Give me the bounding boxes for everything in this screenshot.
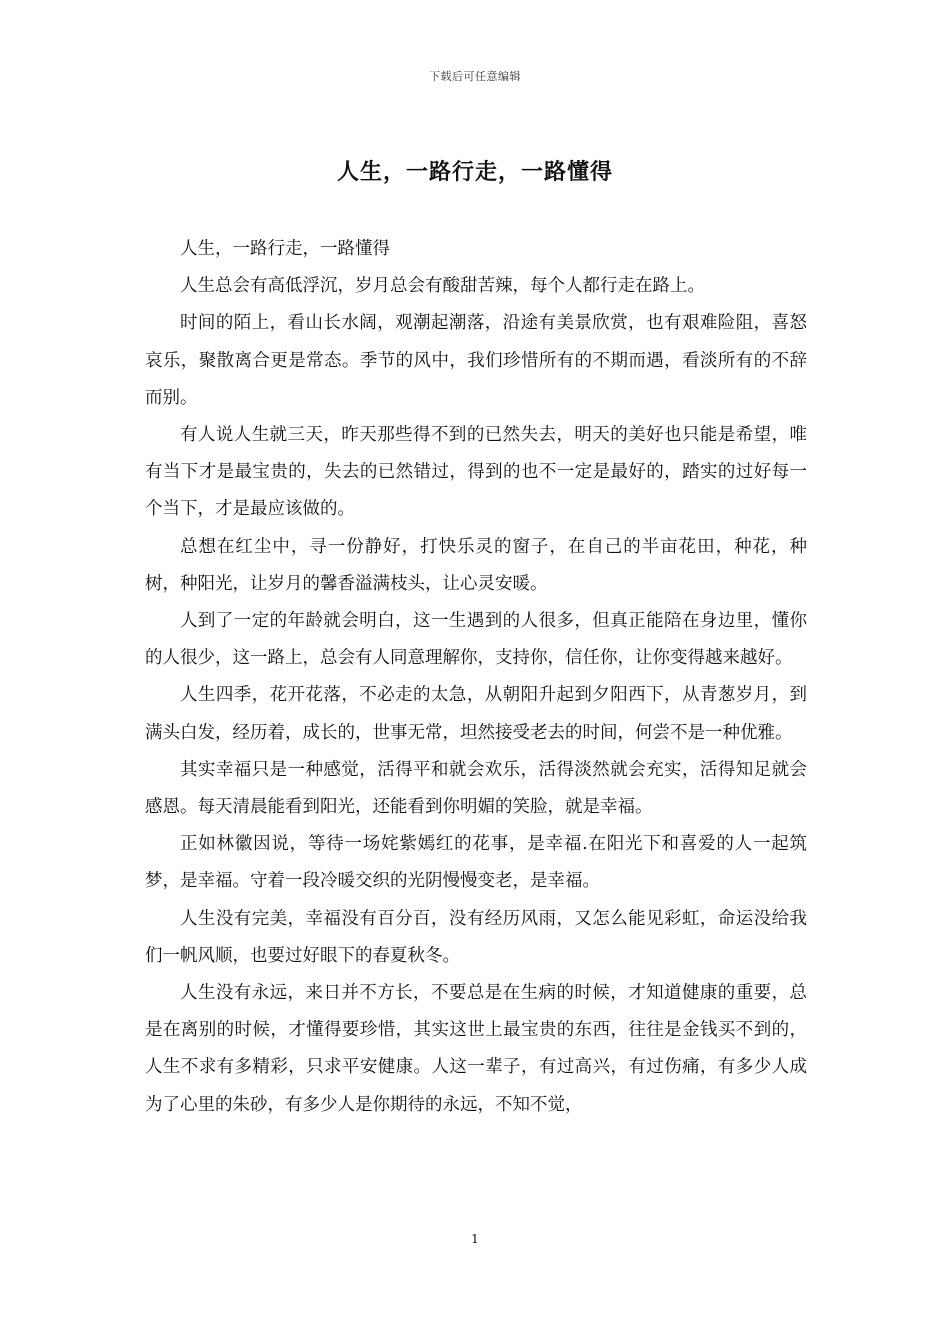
paragraph: 有人说人生就三天，昨天那些得不到的已然失去，明天的美好也只能是希望，唯有当下才是最宝贵的，失去的已然错过，得到的也不一定是最好的，踏实的过好每一个当下，才是最应该做的。 bbox=[145, 425, 807, 520]
paragraph: 总想在红尘中，寻一份静好，打快乐灵的窗子，在自己的半亩花田，种花，种树，种阳光，让岁月的馨香溢满枝头，让心灵安暖。 bbox=[145, 536, 807, 594]
document-title: 人生，一路行走，一路懂得 bbox=[336, 159, 613, 185]
paragraph: 人生，一路行走，一路懂得 bbox=[180, 239, 390, 259]
document-body bbox=[145, 231, 807, 1124]
paragraph: 人生没有完美，幸福没有百分百，没有经历风雨，又怎么能见彩虹，命运没给我们一帆风顺，也要过好眼下的春夏秋冬。 bbox=[145, 908, 807, 966]
paragraph: 人生没有永远，来日并不方长，不要总是在生病的时候，才知道健康的重要，总是在离别的时候，才懂得要珍惜，其实这世上最宝贵的东西，往往是金钱买不到的，人生不求有多精彩，只求平安健康。人这一辈子，有过高兴，有过伤痛，有多少人成为了心里的朱砂，有多少人是你期待的永远，不知不觉， bbox=[145, 983, 807, 1115]
paragraph: 时间的陌上，看山长水阔，观潮起潮落，沿途有美景欣赏，也有艰难险阻，喜怒哀乐，聚散离合更是常态。季节的风中，我们珍惜所有的不期而遇，看淡所有的不辞而别。 bbox=[145, 313, 807, 408]
page-number: 1 bbox=[471, 1232, 479, 1246]
header-note: 下载后可任意编辑 bbox=[429, 70, 521, 83]
paragraph: 其实幸福只是一种感觉，活得平和就会欢乐，活得淡然就会充实，活得知足就会感恩。每天清晨能看到阳光，还能看到你明媚的笑脸，就是幸福。 bbox=[145, 759, 807, 818]
paragraph: 人生总会有高低浮沉，岁月总会有酸甜苦辣，每个人都行走在路上。 bbox=[180, 276, 705, 297]
paragraph: 正如林徽因说，等待一场姹紫嫣红的花事，是幸福.在阳光下和喜爱的人一起筑梦，是幸福。守着一段冷暖交织的光阴慢慢变老，是幸福。 bbox=[145, 834, 807, 892]
paragraph: 人生四季，花开花落，不必走的太急，从朝阳升起到夕阳西下，从青葱岁月，到满头白发，经历着，成长的，世事无常，坦然接受老去的时间，何尝不是一种优雅。 bbox=[145, 685, 807, 743]
paragraph: 人到了一定的年龄就会明白，这一生遇到的人很多，但真正能陪在身边里，懂你的人很少，这一路上，总会有人同意理解你，支持你，信任你，让你变得越来越好。 bbox=[145, 611, 807, 669]
